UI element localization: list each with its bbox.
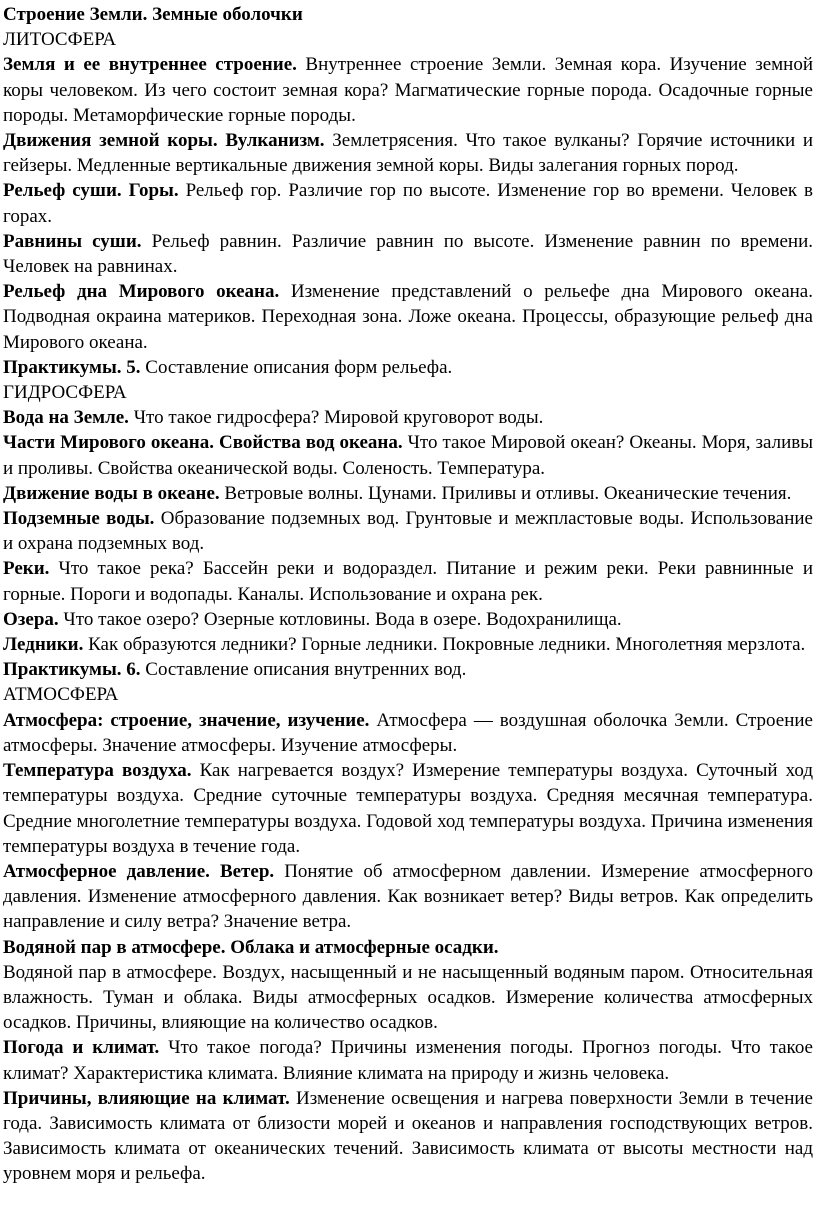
topic-text: Образование подземных вод. Грунтовые и межпластовые воды. Использование и охрана подземных вод.	[3, 508, 813, 555]
topic-text: Составление описания форм рельефа.	[140, 356, 453, 378]
topic-paragraph	[3, 556, 813, 606]
topic-paragraph	[3, 708, 813, 758]
topic-title: Причины, влияющие на климат.	[3, 1087, 290, 1109]
topic-heading: Водяной пар в атмосфере. Облака и атмосферные осадки.	[3, 936, 499, 958]
topic-text: Как нагревается воздух? Измерение температуры воздуха. Суточный ход температуры воздуха. Средние суточные температуры воздуха. Средняя месячная температура. Средние многолетние температуры воздуха. Годовой ход температуры воздуха. Причина изменения температуры воздуха в течение года.	[3, 760, 813, 857]
topic-paragraph	[3, 128, 813, 178]
topic-text: Внутреннее строение Земли. Земная кора. Изучение земной коры человеком. Из чего состоит земная кора? Магматические горные порода. Осадочные горные породы. Метаморфические горные породы.	[3, 54, 813, 126]
topic-paragraph	[3, 229, 813, 279]
topic-text: Составление описания внутренних вод.	[140, 659, 467, 681]
section-heading: ГИДРОСФЕРА	[3, 382, 127, 404]
topic-title: Температура воздуха.	[3, 760, 192, 782]
topic-text: Ветровые волны. Цунами. Приливы и отливы. Океанические течения.	[219, 482, 792, 504]
topic-paragraph	[3, 178, 813, 228]
topic-paragraph	[3, 506, 813, 556]
topic-text: Рельеф равнин. Различие равнин по высоте. Изменение равнин по времени. Человек на равнинах.	[3, 230, 813, 278]
topic-text: Атмосфера — воздушная оболочка Земли. Строение атмосферы. Значение атмосферы. Изучение атмосферы.	[3, 709, 813, 756]
topic-text: Что такое погода? Причины изменения погоды. Прогноз погоды. Что такое климат? Характеристика климата. Влияние климата на природу и жизнь человека.	[3, 1037, 813, 1084]
topic-title: Атмосфера: строение, значение, изучение.	[3, 709, 370, 731]
topic-title: Погода и климат.	[3, 1037, 160, 1059]
topic-paragraph	[3, 279, 813, 355]
topic-title: Земля и ее внутреннее строение.	[3, 54, 297, 76]
topic-title: Движение воды в океане.	[3, 482, 220, 504]
topic-text: Рельеф гор. Различие гор по высоте. Изменение гор во времени. Человек в горах.	[3, 180, 813, 227]
topic-paragraph	[3, 632, 813, 657]
topic-text: Что такое гидросфера? Мировой круговорот воды.	[128, 407, 544, 429]
topic-paragraph	[3, 1086, 813, 1187]
section-heading: ЛИТОСФЕРА	[3, 29, 117, 51]
document-body	[3, 27, 813, 1186]
topic-paragraph	[3, 859, 813, 935]
topic-text: Понятие об атмосферном давлении. Измерение атмосферного давления. Изменение атмосферного давления. Как возникает ветер? Виды ветров. Как определить направление и силу ветра? Значение ветра.	[3, 860, 813, 933]
topic-text: Что такое Мировой океан? Океаны. Моря, заливы и проливы. Свойства океанической воды. Соленость. Температура.	[3, 432, 813, 479]
topic-paragraph	[3, 657, 813, 682]
topic-text: Что такое река? Бассейн реки и водораздел. Питание и режим реки. Реки равнинные и горные. Пороги и водопады. Каналы. Использование и охрана рек.	[3, 558, 813, 605]
topic-text: Изменение представлений о рельефе дна Мирового океана. Подводная окраина материков. Переходная зона. Ложе океана. Процессы, образующие рельеф дна Мирового океана.	[3, 281, 813, 353]
topic-title: Вода на Земле.	[3, 407, 129, 429]
section-heading: АТМОСФЕРА	[3, 684, 119, 706]
topic-paragraph	[3, 758, 813, 859]
topic-paragraph	[3, 52, 813, 128]
topic-title: Озера.	[3, 608, 59, 630]
topic-paragraph	[3, 960, 813, 1036]
topic-title: Атмосферное давление. Ветер.	[3, 860, 275, 882]
topic-title: Ледники.	[3, 634, 84, 656]
topic-text: Что такое озеро? Озерные котловины. Вода в озере. Водохранилища.	[58, 608, 622, 630]
topic-title: Рельеф суши. Горы.	[3, 180, 179, 202]
topic-text: Как образуются ледники? Горные ледники. Покровные ледники. Многолетняя мерзлота.	[83, 634, 806, 656]
topic-title: Рельеф дна Мирового океана.	[3, 281, 280, 303]
topic-paragraph	[3, 405, 813, 430]
topic-text: Изменение освещения и нагрева поверхности Земли в течение года. Зависимость климата от близости морей и океанов и направления господствующих ветров. Зависимость климата от океанических течений. Зависимость климата от высоты местности над уровнем моря и рельефа.	[3, 1087, 813, 1185]
topic-paragraph	[3, 1035, 813, 1085]
topic-title: Практикумы. 6.	[3, 659, 141, 681]
document-title: Строение Земли. Земные оболочки	[3, 4, 303, 25]
topic-title: Подземные воды.	[3, 508, 155, 530]
topic-paragraph	[3, 481, 813, 506]
topic-paragraph	[3, 355, 813, 380]
topic-title: Равнины суши.	[3, 230, 142, 252]
topic-paragraph	[3, 607, 813, 632]
topic-title: Практикумы. 5.	[3, 356, 141, 378]
topic-paragraph	[3, 430, 813, 480]
topic-text: Землетрясения. Что такое вулканы? Горячие источники и гейзеры. Медленные вертикальные движения земной коры. Виды залегания горных пород.	[3, 130, 813, 177]
topic-text: Водяной пар в атмосфере. Воздух, насыщенный и не насыщенный водяным паром. Относительная влажность. Туман и облака. Виды атмосферных осадков. Измерение количества атмосферных осадков. Причины, влияющие на количество осадков.	[3, 961, 813, 1034]
topic-title: Движения земной коры. Вулканизм.	[3, 130, 325, 152]
topic-title: Реки.	[3, 558, 50, 580]
topic-title: Части Мирового океана. Свойства вод океана.	[3, 432, 403, 454]
